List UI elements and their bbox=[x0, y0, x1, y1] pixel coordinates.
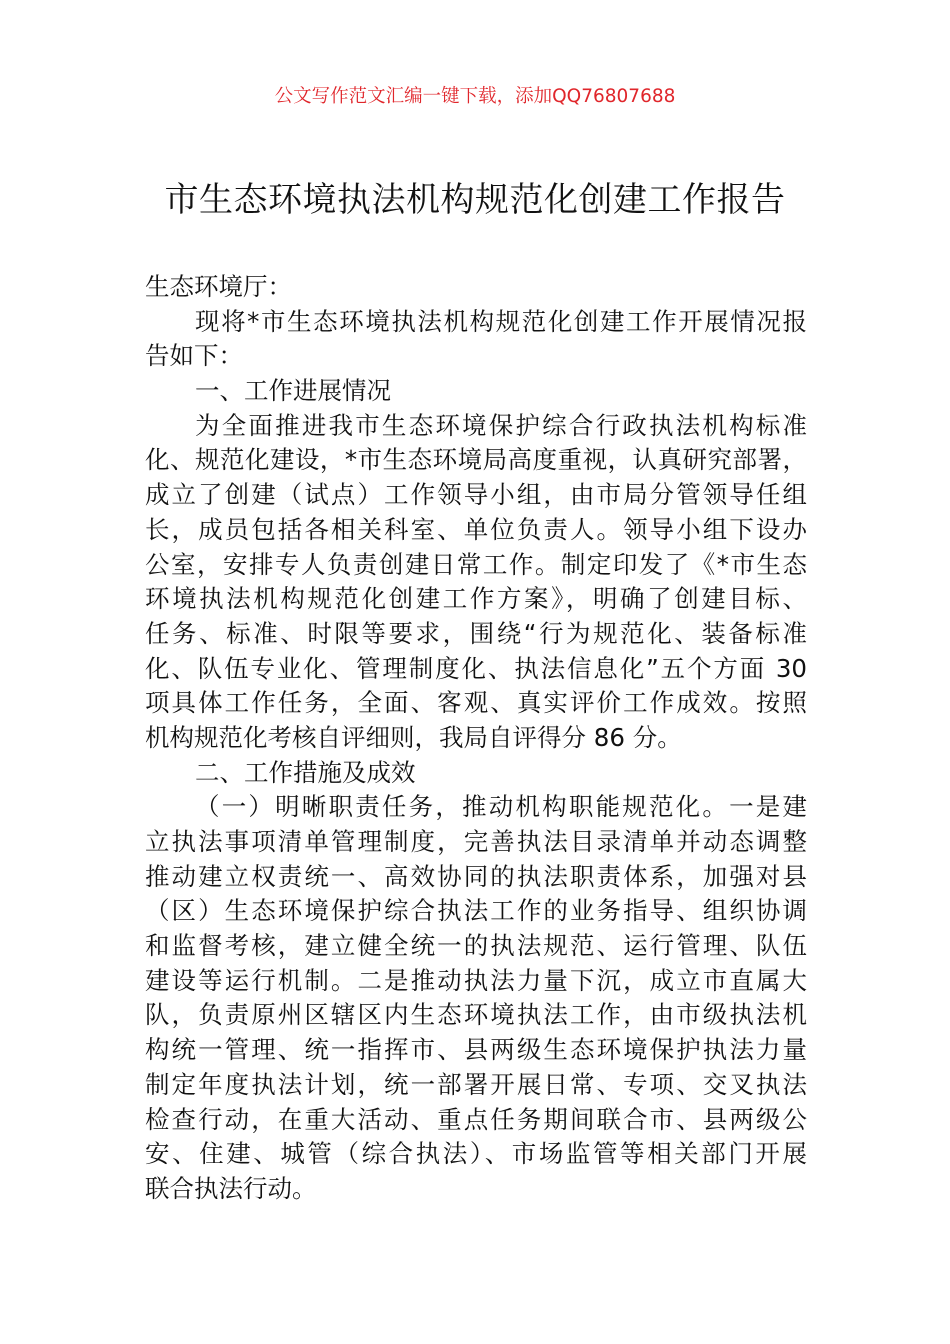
text-line: 生态环境厅： bbox=[145, 272, 292, 301]
text-line: （一）明晰职责任务，推动机构职能规范化。一是建 bbox=[195, 792, 807, 822]
text-line: 化、规范化建设，*市生态环境局高度重视，认真研究部署， bbox=[145, 445, 807, 475]
download-banner: 公文写作范文汇编一键下载，添加QQ76807688 bbox=[274, 86, 676, 107]
document-title: 市生态环境执法机构规范化创建工作报告 bbox=[164, 180, 786, 220]
text-line: 现将*市生态环境执法机构规范化创建工作开展情况报 bbox=[195, 306, 807, 336]
text-line: 任务、标准、时限等要求，围绕“行为规范化、装备标准 bbox=[145, 618, 807, 648]
text-line: 长，成员包括各相关科室、单位负责人。领导小组下设办 bbox=[145, 514, 807, 544]
text-line: 项具体工作任务，全面、客观、真实评价工作成效。按照 bbox=[145, 688, 807, 718]
text-line: 机构规范化考核自评细则，我局自评得分 86 分。 bbox=[145, 722, 682, 752]
text-line: 队，负责原州区辖区内生态环境执法工作，由市级执法机 bbox=[145, 1000, 807, 1030]
text-line: 化、队伍专业化、管理制度化、执法信息化”五个方面 30 bbox=[145, 653, 807, 683]
text-line: （区）生态环境保护综合执法工作的业务指导、组织协调 bbox=[145, 896, 807, 926]
text-line: 环境执法机构规范化创建工作方案》，明确了创建目标、 bbox=[145, 584, 807, 614]
text-line: 为全面推进我市生态环境保护综合行政执法机构标准 bbox=[195, 410, 807, 440]
text-line: 二、工作措施及成效 bbox=[195, 757, 416, 787]
text-line: 推动建立权责统一、高效协同的执法职责体系，加强对县 bbox=[145, 861, 807, 891]
text-line: 制定年度执法计划，统一部署开展日常、专项、交叉执法 bbox=[145, 1069, 807, 1099]
text-line: 构统一管理、统一指挥市、县两级生态环境保护执法力量 bbox=[145, 1035, 807, 1065]
text-line: 公室，安排专人负责创建日常工作。制定印发了《*市生态 bbox=[145, 549, 807, 579]
text-line: 告如下： bbox=[145, 341, 243, 371]
text-line: 一、工作进展情况 bbox=[195, 376, 391, 406]
text-line: 联合执法行动。 bbox=[145, 1173, 317, 1203]
text-line: 成立了创建（试点）工作领导小组，由市局分管领导任组 bbox=[145, 480, 807, 510]
text-line: 建设等运行机制。二是推动执法力量下沉，成立市直属大 bbox=[145, 965, 807, 995]
document-body bbox=[145, 270, 807, 1207]
text-line: 安、住建、城管（综合执法）、市场监管等相关部门开展 bbox=[145, 1139, 807, 1169]
text-line: 立执法事项清单管理制度，完善执法目录清单并动态调整 bbox=[145, 827, 807, 856]
text-line: 检查行动，在重大活动、重点任务期间联合市、县两级公 bbox=[145, 1104, 807, 1134]
text-line: 和监督考核，建立健全统一的执法规范、运行管理、队伍 bbox=[145, 931, 807, 961]
